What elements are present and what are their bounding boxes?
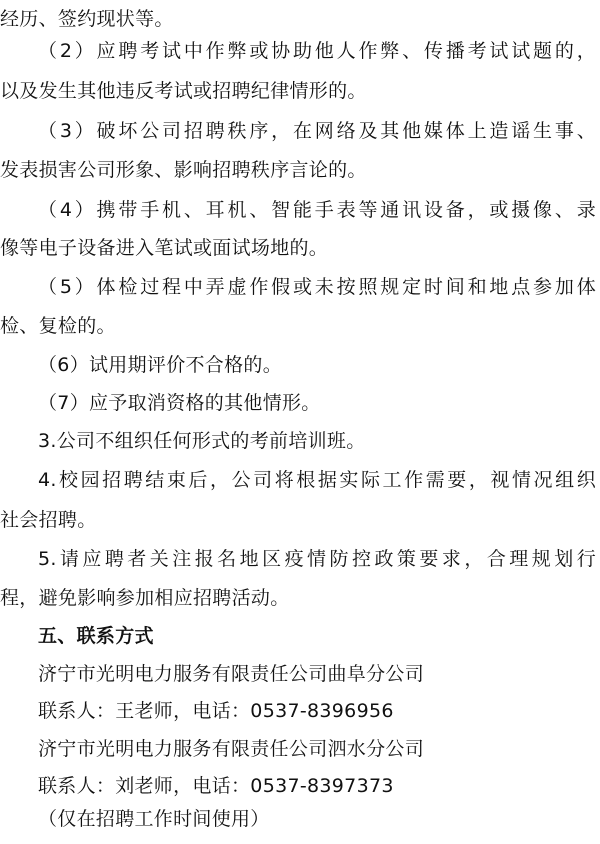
- text-line: （2）应聘考试中作弊或协助他人作弊、传播考试试题的，: [38, 40, 596, 62]
- text-line: （7）应予取消资格的其他情形。: [38, 392, 321, 414]
- text-line: 3.公司不组织任何形式的考前培训班。: [38, 430, 366, 452]
- text-line: 4.校园招聘结束后，公司将根据实际工作需要，视情况组织: [38, 469, 596, 491]
- company-name: 济宁市光明电力服务有限责任公司泗水分公司: [38, 738, 425, 760]
- text-line: 5.请应聘者关注报名地区疫情防控政策要求，合理规划行: [38, 548, 596, 570]
- contact-line: 联系人：王老师，电话：0537-8396956: [38, 700, 394, 722]
- text-line: 检、复检的。: [0, 315, 116, 337]
- usage-note: （仅在招聘工作时间使用）: [38, 808, 270, 830]
- text-line: 经历、签约现状等。: [0, 8, 174, 30]
- contact-line: 联系人：刘老师，电话：0537-8397373: [38, 775, 394, 797]
- text-line: （3）破坏公司招聘秩序，在网络及其他媒体上造谣生事、: [38, 120, 596, 142]
- text-line: 像等电子设备进入笔试或面试场地的。: [0, 237, 329, 259]
- text-line: 以及发生其他违反考试或招聘纪律情形的。: [0, 80, 367, 102]
- text-line: （4）携带手机、耳机、智能手表等通讯设备，或摄像、录: [38, 199, 596, 221]
- text-line: 社会招聘。: [0, 509, 97, 531]
- text-line: （5）体检过程中弄虚作假或未按照规定时间和地点参加体: [38, 276, 596, 298]
- text-line: （6）试用期评价不合格的。: [38, 354, 282, 376]
- text-line: 程，避免影响参加相应招聘活动。: [0, 587, 290, 609]
- section-heading: 五、联系方式: [38, 625, 154, 647]
- text-line: 发表损害公司形象、影响招聘秩序言论的。: [0, 159, 367, 181]
- company-name: 济宁市光明电力服务有限责任公司曲阜分公司: [38, 663, 425, 685]
